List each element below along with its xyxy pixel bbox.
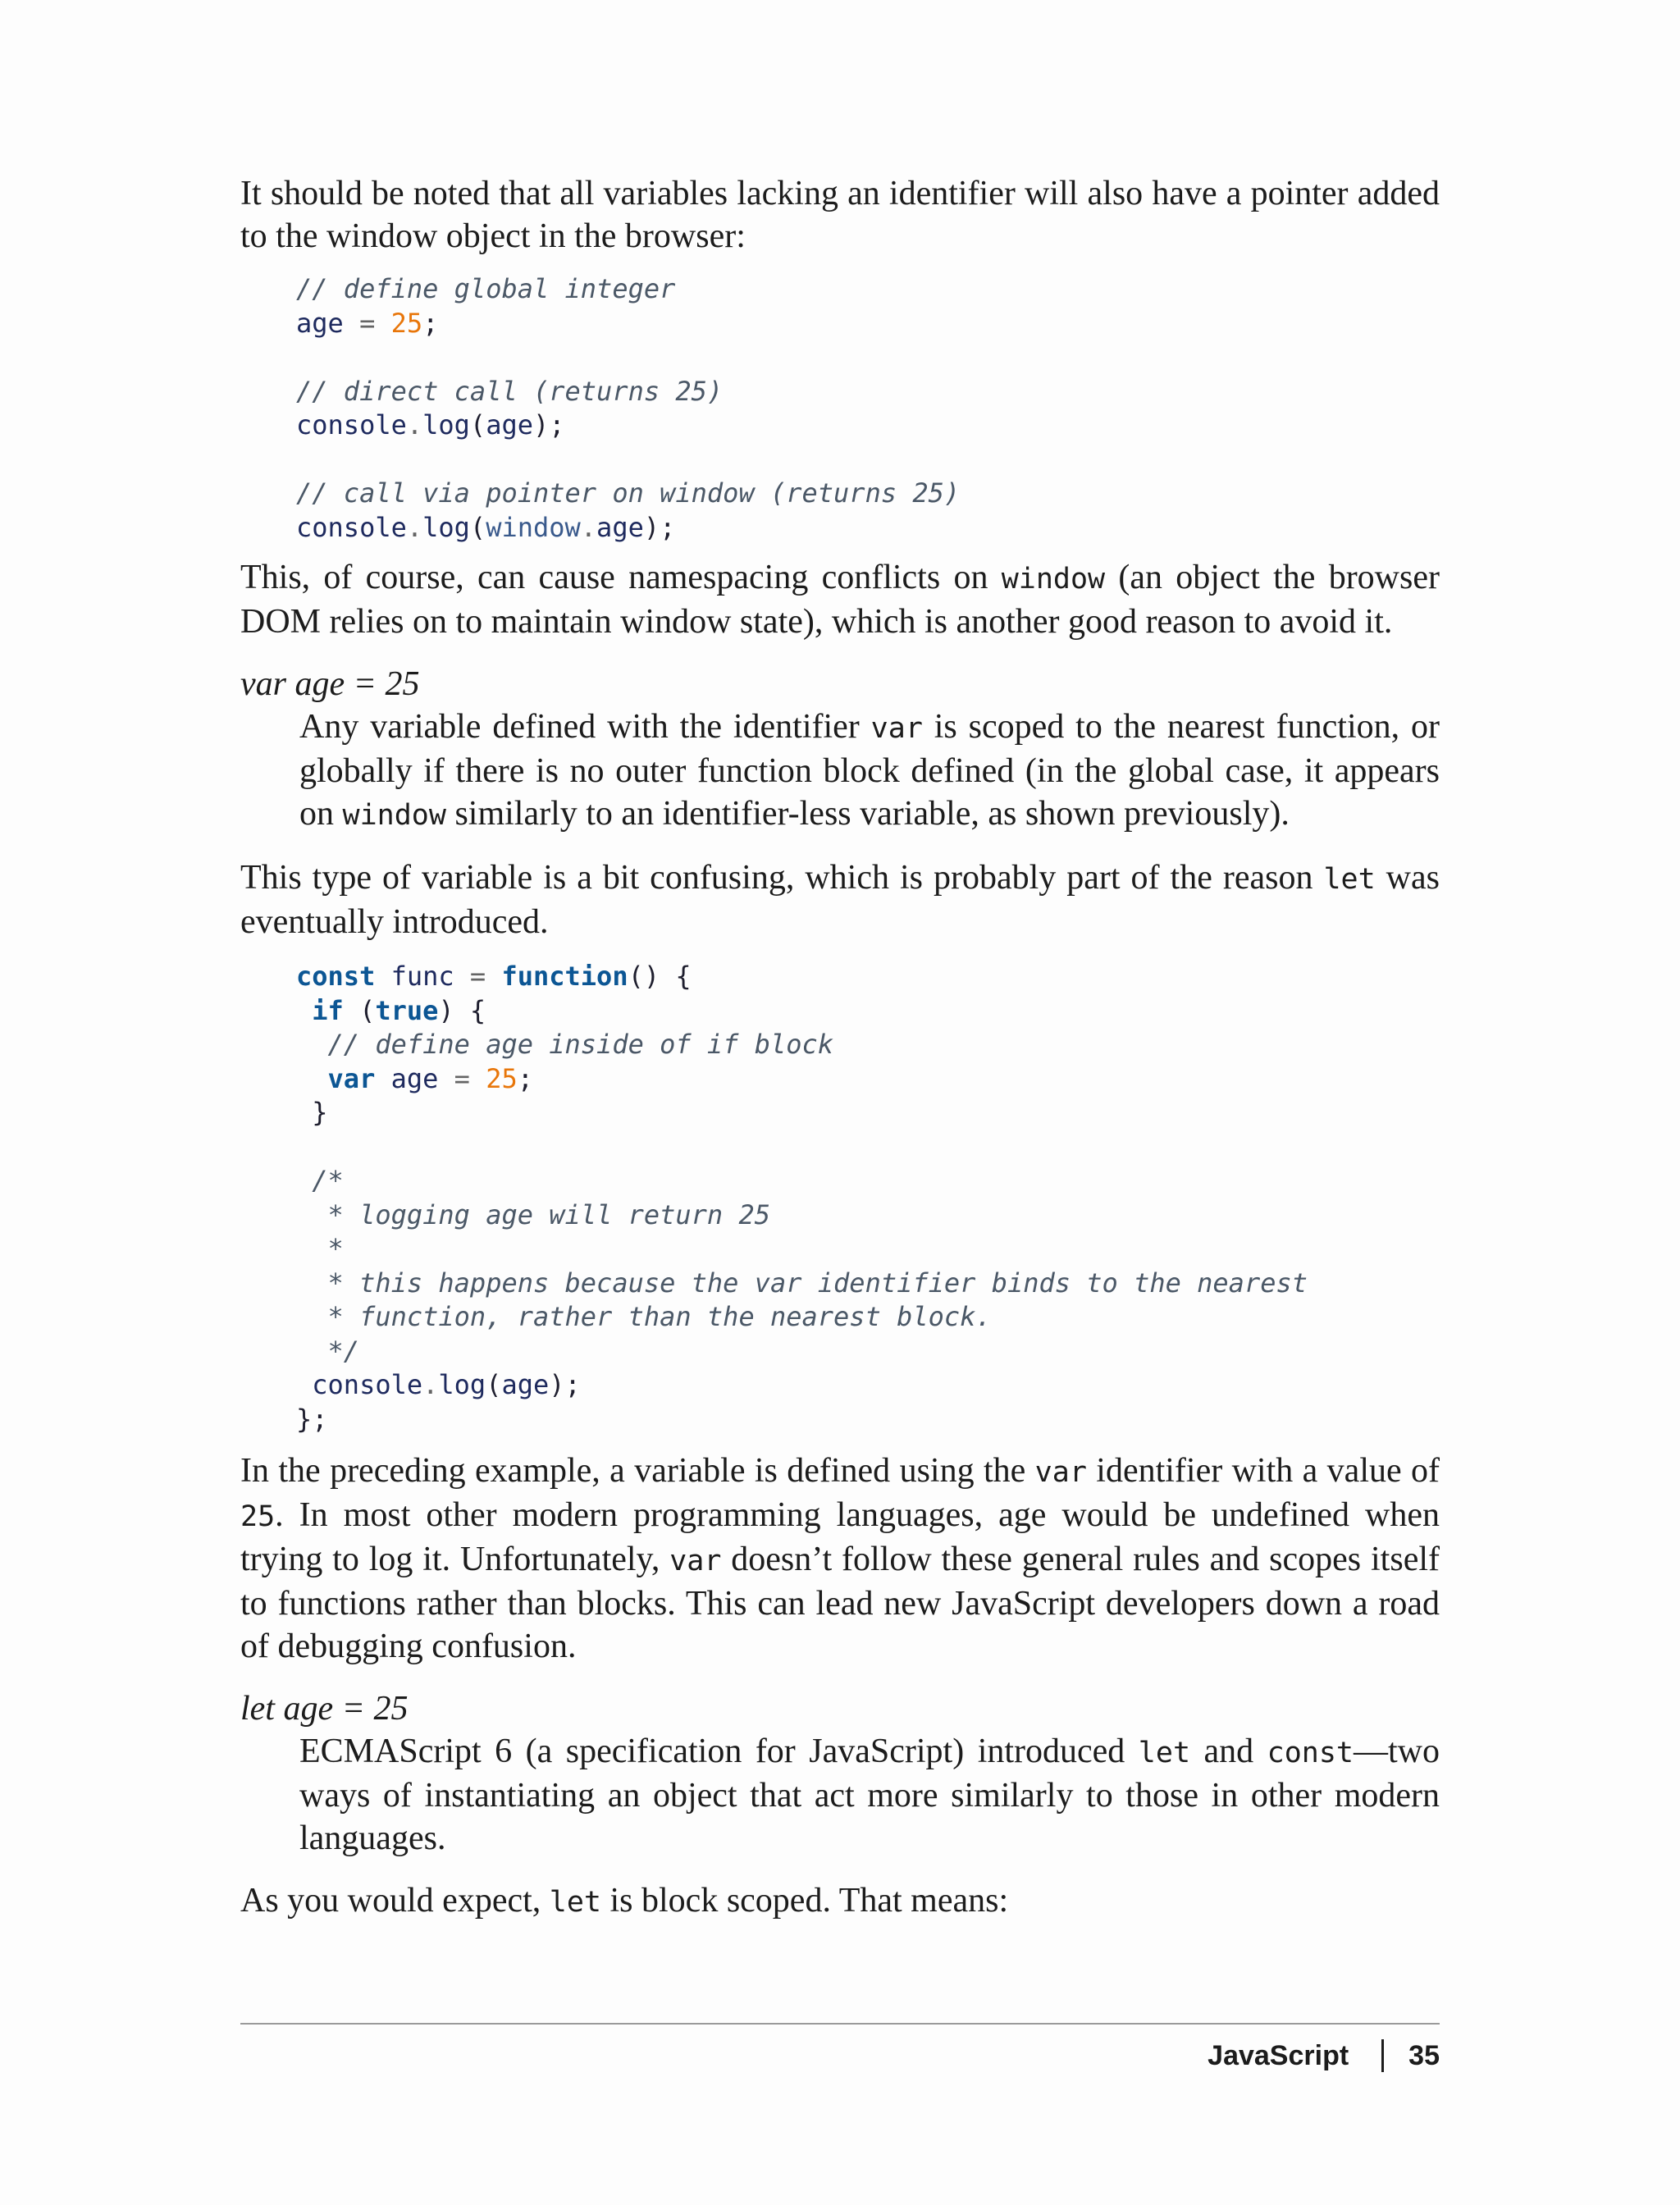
code-block-var-function-scope: const func = function() { if (true) { // define age inside of if block var age = 25; } /* * logging age will return 25 * * this happens because the var identifier binds to the nearest * function, rather than the nearest block. */ console.log(age); }; [296, 961, 1308, 1435]
paragraph-preceding-example: In the preceding example, a variable is defined using the var identifier with a value of 25. In most other modern programming languages, age would be undefined when trying to log it. Unfortunately, var doesn’t follow these general rules and scopes itself to functions rather than blocks. This can lead new JavaScript developers down a road of debugging confusion. [240, 1452, 1440, 1665]
footer-section-title: JavaScript [1208, 2040, 1349, 2071]
definition-var: Any variable defined with the identifier var is scoped to the nearest function, or globally if there is no outer function block defined (in the global case, it appears on window similarly to an identifier-less variable, as shown previously). [299, 708, 1440, 833]
footer-divider [1381, 2039, 1384, 2072]
code-comment: // direct call (returns 25) [296, 375, 724, 407]
code-block-global-age: // define global integer age = 25; // direct call (returns 25) console.log(age); // call via pointer on window (returns 25) console.log(window.age); [296, 273, 961, 543]
code-comment: // define age inside of if block [327, 1029, 834, 1060]
code-comment: // call via pointer on window (returns 25) [296, 477, 961, 509]
paragraph-namespacing: This, of course, can cause namespacing conflicts on window (an object the browser DOM relies on to maintain window state), which is another good reason to avoid it. [240, 559, 1440, 641]
term-var-age: var age = 25 [240, 665, 420, 703]
paragraph-let-block-scoped: As you would expect, let is block scoped. That means: [240, 1882, 1009, 1920]
page-footer [240, 2023, 1440, 2071]
definition-let: ECMAScript 6 (a specification for JavaScript) introduced let and const—two ways of instantiating an object that act more similarly to those in other modern languages. [299, 1732, 1440, 1857]
code-comment: // define global integer [296, 273, 676, 304]
paragraph-window-pointer: It should be noted that all variables lacking an identifier will also have a pointer added to the window object in the browser: [240, 175, 1440, 255]
page-number: 35 [1408, 2040, 1440, 2071]
paragraph-var-confusing: This type of variable is a bit confusing, which is probably part of the reason let was eventually introduced. [240, 859, 1440, 941]
term-let-age: let age = 25 [240, 1690, 409, 1728]
page-content [240, 172, 1440, 1924]
